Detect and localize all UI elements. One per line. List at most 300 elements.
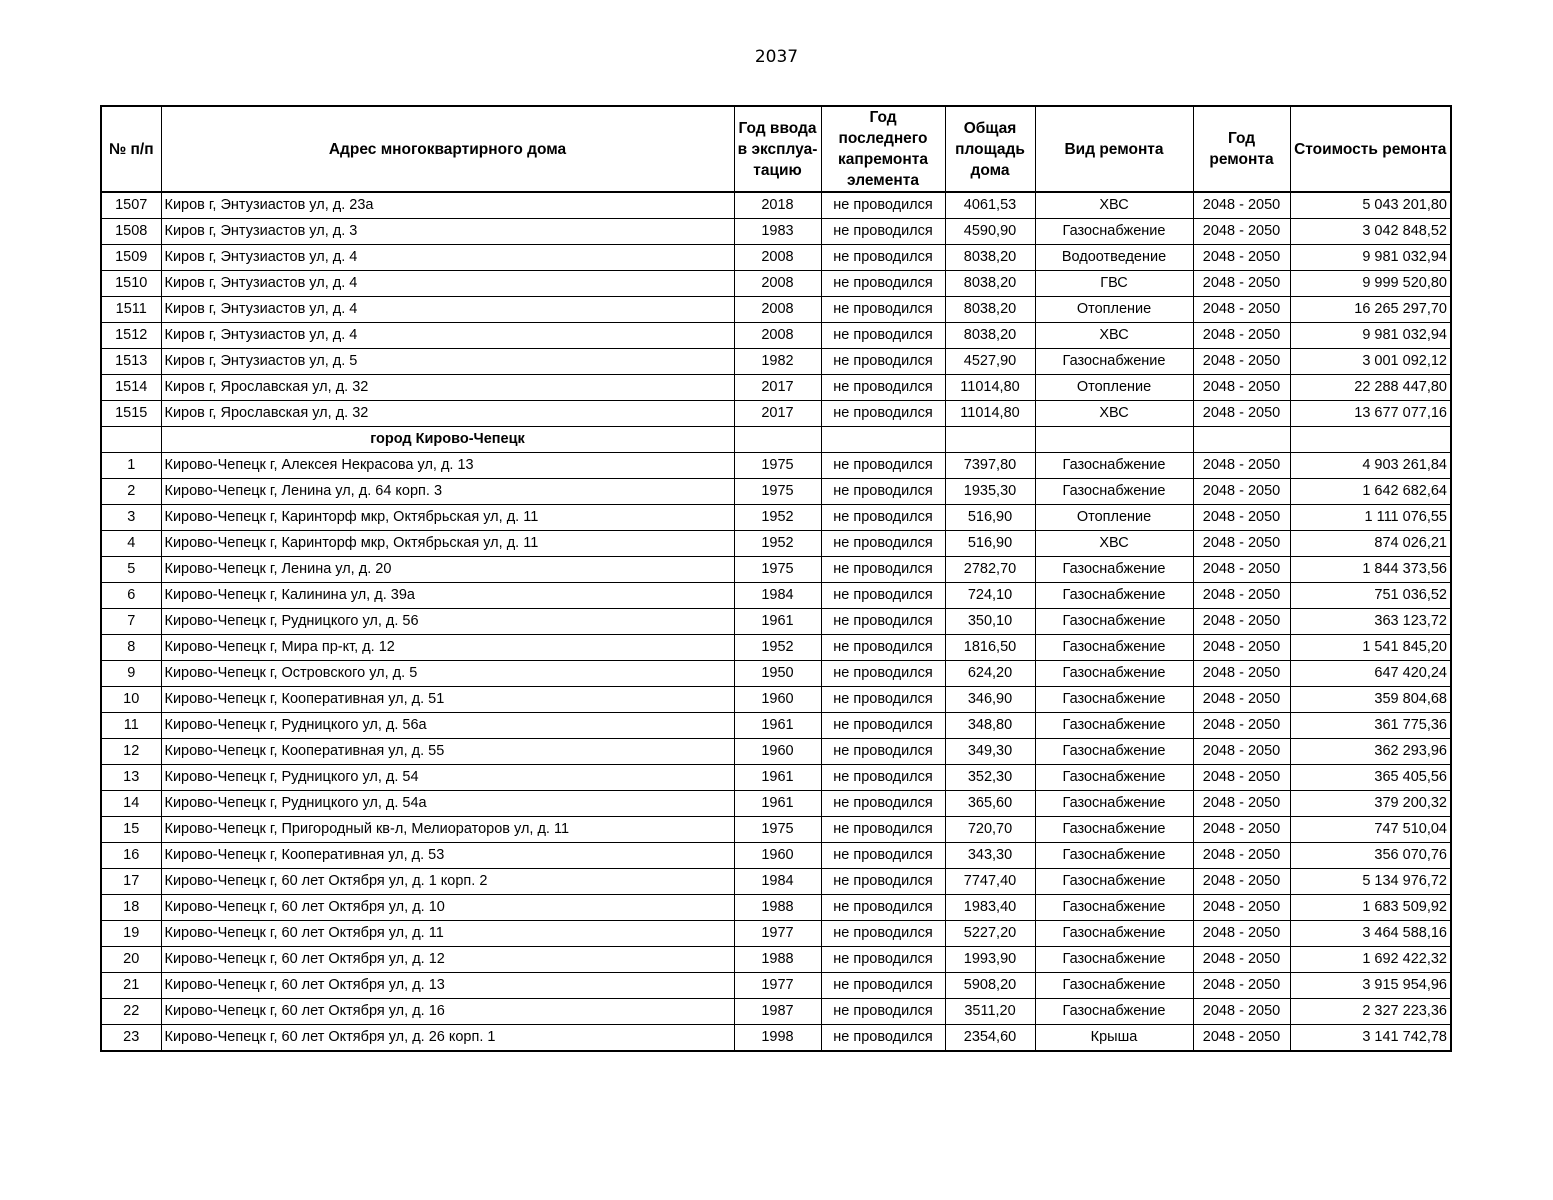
cell-num: 17 xyxy=(101,869,161,895)
cell-num: 21 xyxy=(101,973,161,999)
cell-repair-type: Газоснабжение xyxy=(1035,713,1193,739)
cell-last-repair: не проводился xyxy=(821,557,945,583)
cell-cost: 3 915 954,96 xyxy=(1290,973,1451,999)
cell-address: Киров г, Энтузиастов ул, д. 4 xyxy=(161,271,734,297)
cell-year-built: 1982 xyxy=(734,349,821,375)
cell-year-built: 1988 xyxy=(734,895,821,921)
table-row xyxy=(101,843,1451,869)
cell-year-built: 2017 xyxy=(734,375,821,401)
cell-repair-year: 2048 - 2050 xyxy=(1193,791,1290,817)
cell-area: 2354,60 xyxy=(945,1025,1035,1052)
cell-area: 346,90 xyxy=(945,687,1035,713)
cell-address: Кирово-Чепецк г, 60 лет Октября ул, д. 1 корп. 2 xyxy=(161,869,734,895)
table-row xyxy=(101,557,1451,583)
cell-repair-year: 2048 - 2050 xyxy=(1193,375,1290,401)
cell-repair-year: 2048 - 2050 xyxy=(1193,323,1290,349)
cell-repair-year: 2048 - 2050 xyxy=(1193,999,1290,1025)
cell-repair-type: ХВС xyxy=(1035,192,1193,219)
cell-last-repair: не проводился xyxy=(821,713,945,739)
cell-cost: 3 001 092,12 xyxy=(1290,349,1451,375)
cell-area: 365,60 xyxy=(945,791,1035,817)
cell-last-repair: не проводился xyxy=(821,245,945,271)
cell-year-built: 2017 xyxy=(734,401,821,427)
cell-last-repair: не проводился xyxy=(821,401,945,427)
cell-repair-year: 2048 - 2050 xyxy=(1193,947,1290,973)
cell-area: 8038,20 xyxy=(945,297,1035,323)
cell-address: Кирово-Чепецк г, Пригородный кв-л, Мелиораторов ул, д. 11 xyxy=(161,817,734,843)
cell-year-built: 1975 xyxy=(734,817,821,843)
table-row xyxy=(101,245,1451,271)
table-row xyxy=(101,531,1451,557)
cell-year-built: 1952 xyxy=(734,635,821,661)
cell-last-repair: не проводился xyxy=(821,1025,945,1052)
cell-last-repair: не проводился xyxy=(821,583,945,609)
cell-year-built: 1998 xyxy=(734,1025,821,1052)
cell-area: 5227,20 xyxy=(945,921,1035,947)
cell-cost: 1 683 509,92 xyxy=(1290,895,1451,921)
cell-address: Кирово-Чепецк г, Рудницкого ул, д. 54а xyxy=(161,791,734,817)
cell-year-built: 2008 xyxy=(734,323,821,349)
cell-repair-type: Газоснабжение xyxy=(1035,947,1193,973)
table-row xyxy=(101,921,1451,947)
cell-repair-year: 2048 - 2050 xyxy=(1193,349,1290,375)
table-row xyxy=(101,661,1451,687)
cell-repair-year: 2048 - 2050 xyxy=(1193,713,1290,739)
cell-num: 1514 xyxy=(101,375,161,401)
cell-last-repair: не проводился xyxy=(821,349,945,375)
cell-num: 1509 xyxy=(101,245,161,271)
cell-num: 4 xyxy=(101,531,161,557)
cell-cost: 3 042 848,52 xyxy=(1290,219,1451,245)
cell-num: 2 xyxy=(101,479,161,505)
cell-address: Кирово-Чепецк г, Рудницкого ул, д. 56 xyxy=(161,609,734,635)
cell-cost: 9 981 032,94 xyxy=(1290,245,1451,271)
cell-cost: 4 903 261,84 xyxy=(1290,453,1451,479)
section-row xyxy=(101,427,1451,453)
cell-repair-year: 2048 - 2050 xyxy=(1193,661,1290,687)
table-row xyxy=(101,947,1451,973)
cell-num: 1515 xyxy=(101,401,161,427)
cell-area: 516,90 xyxy=(945,505,1035,531)
cell-last-repair: не проводился xyxy=(821,375,945,401)
cell-repair-type: ГВС xyxy=(1035,271,1193,297)
header-repair-year: Год ремонта xyxy=(1193,106,1290,192)
empty-cell xyxy=(1035,427,1193,453)
cell-last-repair: не проводился xyxy=(821,921,945,947)
cell-repair-type: Газоснабжение xyxy=(1035,921,1193,947)
cell-cost: 2 327 223,36 xyxy=(1290,999,1451,1025)
cell-num: 14 xyxy=(101,791,161,817)
cell-year-built: 1984 xyxy=(734,583,821,609)
cell-repair-year: 2048 - 2050 xyxy=(1193,817,1290,843)
table-row xyxy=(101,349,1451,375)
cell-address: Кирово-Чепецк г, Рудницкого ул, д. 54 xyxy=(161,765,734,791)
table-row xyxy=(101,895,1451,921)
empty-cell xyxy=(945,427,1035,453)
cell-area: 348,80 xyxy=(945,713,1035,739)
cell-repair-year: 2048 - 2050 xyxy=(1193,583,1290,609)
table-row xyxy=(101,973,1451,999)
cell-repair-year: 2048 - 2050 xyxy=(1193,739,1290,765)
empty-cell xyxy=(1290,427,1451,453)
cell-area: 8038,20 xyxy=(945,323,1035,349)
cell-repair-type: Газоснабжение xyxy=(1035,583,1193,609)
cell-repair-year: 2048 - 2050 xyxy=(1193,895,1290,921)
cell-repair-type: Газоснабжение xyxy=(1035,557,1193,583)
cell-repair-year: 2048 - 2050 xyxy=(1193,219,1290,245)
cell-num: 18 xyxy=(101,895,161,921)
cell-last-repair: не проводился xyxy=(821,323,945,349)
cell-cost: 5 043 201,80 xyxy=(1290,192,1451,219)
cell-num: 1508 xyxy=(101,219,161,245)
cell-repair-type: Отопление xyxy=(1035,505,1193,531)
cell-area: 1816,50 xyxy=(945,635,1035,661)
cell-num: 7 xyxy=(101,609,161,635)
repair-schedule-table xyxy=(100,105,1452,1052)
cell-address: Кирово-Чепецк г, Калинина ул, д. 39а xyxy=(161,583,734,609)
cell-last-repair: не проводился xyxy=(821,973,945,999)
cell-repair-type: Газоснабжение xyxy=(1035,635,1193,661)
empty-cell xyxy=(734,427,821,453)
cell-repair-type: ХВС xyxy=(1035,401,1193,427)
cell-area: 4061,53 xyxy=(945,192,1035,219)
cell-cost: 1 541 845,20 xyxy=(1290,635,1451,661)
table-row xyxy=(101,323,1451,349)
cell-area: 720,70 xyxy=(945,817,1035,843)
cell-year-built: 1952 xyxy=(734,531,821,557)
cell-area: 7747,40 xyxy=(945,869,1035,895)
cell-repair-type: ХВС xyxy=(1035,531,1193,557)
cell-num: 1512 xyxy=(101,323,161,349)
cell-year-built: 1961 xyxy=(734,791,821,817)
cell-cost: 874 026,21 xyxy=(1290,531,1451,557)
cell-repair-type: Газоснабжение xyxy=(1035,817,1193,843)
table-row xyxy=(101,687,1451,713)
cell-cost: 1 111 076,55 xyxy=(1290,505,1451,531)
cell-area: 8038,20 xyxy=(945,271,1035,297)
cell-area: 11014,80 xyxy=(945,401,1035,427)
header-repair-type: Вид ремонта xyxy=(1035,106,1193,192)
cell-repair-type: Газоснабжение xyxy=(1035,843,1193,869)
cell-cost: 3 141 742,78 xyxy=(1290,1025,1451,1052)
cell-year-built: 1960 xyxy=(734,843,821,869)
cell-last-repair: не проводился xyxy=(821,947,945,973)
cell-year-built: 1975 xyxy=(734,453,821,479)
cell-repair-type: Отопление xyxy=(1035,375,1193,401)
table-row xyxy=(101,739,1451,765)
table-row xyxy=(101,609,1451,635)
cell-cost: 379 200,32 xyxy=(1290,791,1451,817)
header-last-repair: Год последнего капремонта элемента xyxy=(821,106,945,192)
cell-repair-type: Газоснабжение xyxy=(1035,973,1193,999)
cell-repair-year: 2048 - 2050 xyxy=(1193,479,1290,505)
cell-address: Кирово-Чепецк г, 60 лет Октября ул, д. 10 xyxy=(161,895,734,921)
cell-last-repair: не проводился xyxy=(821,661,945,687)
cell-year-built: 2008 xyxy=(734,297,821,323)
cell-address: Кирово-Чепецк г, 60 лет Октября ул, д. 16 xyxy=(161,999,734,1025)
cell-last-repair: не проводился xyxy=(821,999,945,1025)
cell-num: 1511 xyxy=(101,297,161,323)
table-row xyxy=(101,192,1451,219)
cell-num: 16 xyxy=(101,843,161,869)
table-row xyxy=(101,635,1451,661)
cell-num: 1513 xyxy=(101,349,161,375)
cell-last-repair: не проводился xyxy=(821,271,945,297)
table-row xyxy=(101,1025,1451,1052)
cell-address: Кирово-Чепецк г, Ленина ул, д. 20 xyxy=(161,557,734,583)
cell-area: 352,30 xyxy=(945,765,1035,791)
table-row xyxy=(101,271,1451,297)
cell-address: Кирово-Чепецк г, 60 лет Октября ул, д. 26 корп. 1 xyxy=(161,1025,734,1052)
table-row xyxy=(101,401,1451,427)
table-row xyxy=(101,791,1451,817)
cell-cost: 5 134 976,72 xyxy=(1290,869,1451,895)
cell-last-repair: не проводился xyxy=(821,192,945,219)
table-row xyxy=(101,505,1451,531)
cell-area: 1935,30 xyxy=(945,479,1035,505)
cell-num: 22 xyxy=(101,999,161,1025)
cell-last-repair: не проводился xyxy=(821,791,945,817)
empty-cell xyxy=(821,427,945,453)
cell-address: Кирово-Чепецк г, Кооперативная ул, д. 53 xyxy=(161,843,734,869)
header-num: № п/п xyxy=(101,106,161,192)
cell-num: 12 xyxy=(101,739,161,765)
cell-num: 19 xyxy=(101,921,161,947)
cell-address: Киров г, Энтузиастов ул, д. 4 xyxy=(161,245,734,271)
cell-area: 2782,70 xyxy=(945,557,1035,583)
cell-year-built: 1961 xyxy=(734,609,821,635)
section-title: город Кирово-Чепецк xyxy=(161,427,734,453)
cell-cost: 361 775,36 xyxy=(1290,713,1451,739)
cell-area: 8038,20 xyxy=(945,245,1035,271)
cell-repair-type: Газоснабжение xyxy=(1035,687,1193,713)
header-cost: Стоимость ремонта xyxy=(1290,106,1451,192)
cell-cost: 13 677 077,16 xyxy=(1290,401,1451,427)
cell-cost: 747 510,04 xyxy=(1290,817,1451,843)
cell-repair-year: 2048 - 2050 xyxy=(1193,401,1290,427)
cell-address: Киров г, Ярославская ул, д. 32 xyxy=(161,375,734,401)
cell-cost: 9 981 032,94 xyxy=(1290,323,1451,349)
empty-cell xyxy=(1193,427,1290,453)
cell-cost: 647 420,24 xyxy=(1290,661,1451,687)
cell-area: 5908,20 xyxy=(945,973,1035,999)
cell-repair-year: 2048 - 2050 xyxy=(1193,921,1290,947)
cell-repair-year: 2048 - 2050 xyxy=(1193,635,1290,661)
cell-year-built: 1960 xyxy=(734,687,821,713)
cell-area: 343,30 xyxy=(945,843,1035,869)
cell-num: 6 xyxy=(101,583,161,609)
cell-repair-year: 2048 - 2050 xyxy=(1193,453,1290,479)
cell-repair-type: Водоотведение xyxy=(1035,245,1193,271)
cell-address: Кирово-Чепецк г, Алексея Некрасова ул, д. 13 xyxy=(161,453,734,479)
cell-cost: 16 265 297,70 xyxy=(1290,297,1451,323)
cell-num: 9 xyxy=(101,661,161,687)
cell-cost: 9 999 520,80 xyxy=(1290,271,1451,297)
table-row xyxy=(101,375,1451,401)
cell-repair-type: Газоснабжение xyxy=(1035,661,1193,687)
cell-year-built: 1977 xyxy=(734,921,821,947)
cell-last-repair: не проводился xyxy=(821,869,945,895)
cell-address: Кирово-Чепецк г, Ленина ул, д. 64 корп. 3 xyxy=(161,479,734,505)
table-row xyxy=(101,583,1451,609)
cell-cost: 1 844 373,56 xyxy=(1290,557,1451,583)
cell-year-built: 1960 xyxy=(734,739,821,765)
cell-year-built: 1961 xyxy=(734,713,821,739)
cell-area: 624,20 xyxy=(945,661,1035,687)
cell-num: 1 xyxy=(101,453,161,479)
cell-year-built: 1952 xyxy=(734,505,821,531)
cell-num: 8 xyxy=(101,635,161,661)
empty-cell xyxy=(101,427,161,453)
cell-address: Киров г, Энтузиастов ул, д. 3 xyxy=(161,219,734,245)
cell-address: Кирово-Чепецк г, Рудницкого ул, д. 56а xyxy=(161,713,734,739)
cell-cost: 1 692 422,32 xyxy=(1290,947,1451,973)
cell-address: Кирово-Чепецк г, Островского ул, д. 5 xyxy=(161,661,734,687)
cell-address: Кирово-Чепецк г, Кооперативная ул, д. 55 xyxy=(161,739,734,765)
cell-repair-year: 2048 - 2050 xyxy=(1193,245,1290,271)
cell-address: Киров г, Энтузиастов ул, д. 4 xyxy=(161,297,734,323)
cell-address: Кирово-Чепецк г, 60 лет Октября ул, д. 12 xyxy=(161,947,734,973)
cell-area: 350,10 xyxy=(945,609,1035,635)
cell-repair-year: 2048 - 2050 xyxy=(1193,687,1290,713)
cell-last-repair: не проводился xyxy=(821,609,945,635)
table-row xyxy=(101,765,1451,791)
cell-last-repair: не проводился xyxy=(821,531,945,557)
cell-repair-year: 2048 - 2050 xyxy=(1193,271,1290,297)
cell-address: Кирово-Чепецк г, Кооперативная ул, д. 51 xyxy=(161,687,734,713)
cell-num: 1507 xyxy=(101,192,161,219)
cell-area: 724,10 xyxy=(945,583,1035,609)
cell-repair-type: Газоснабжение xyxy=(1035,349,1193,375)
cell-area: 4590,90 xyxy=(945,219,1035,245)
cell-area: 516,90 xyxy=(945,531,1035,557)
cell-num: 23 xyxy=(101,1025,161,1052)
cell-repair-type: Газоснабжение xyxy=(1035,609,1193,635)
cell-last-repair: не проводился xyxy=(821,297,945,323)
table-header xyxy=(101,106,1451,192)
header-year-built: Год ввода в эксплуа-тацию xyxy=(734,106,821,192)
cell-year-built: 1987 xyxy=(734,999,821,1025)
cell-repair-type: Газоснабжение xyxy=(1035,869,1193,895)
cell-area: 11014,80 xyxy=(945,375,1035,401)
cell-cost: 1 642 682,64 xyxy=(1290,479,1451,505)
cell-repair-year: 2048 - 2050 xyxy=(1193,557,1290,583)
cell-repair-type: Газоснабжение xyxy=(1035,219,1193,245)
cell-last-repair: не проводился xyxy=(821,765,945,791)
cell-repair-type: Газоснабжение xyxy=(1035,479,1193,505)
header-area: Общая площадь дома xyxy=(945,106,1035,192)
cell-cost: 365 405,56 xyxy=(1290,765,1451,791)
cell-address: Кирово-Чепецк г, Мира пр-кт, д. 12 xyxy=(161,635,734,661)
cell-cost: 356 070,76 xyxy=(1290,843,1451,869)
cell-repair-year: 2048 - 2050 xyxy=(1193,765,1290,791)
cell-area: 3511,20 xyxy=(945,999,1035,1025)
cell-address: Кирово-Чепецк г, 60 лет Октября ул, д. 11 xyxy=(161,921,734,947)
cell-address: Киров г, Ярославская ул, д. 32 xyxy=(161,401,734,427)
cell-repair-year: 2048 - 2050 xyxy=(1193,843,1290,869)
cell-cost: 363 123,72 xyxy=(1290,609,1451,635)
cell-repair-type: Газоснабжение xyxy=(1035,739,1193,765)
cell-address: Кирово-Чепецк г, Каринторф мкр, Октябрьская ул, д. 11 xyxy=(161,505,734,531)
cell-repair-type: Газоснабжение xyxy=(1035,791,1193,817)
cell-address: Кирово-Чепецк г, Каринторф мкр, Октябрьская ул, д. 11 xyxy=(161,531,734,557)
cell-repair-type: ХВС xyxy=(1035,323,1193,349)
cell-address: Киров г, Энтузиастов ул, д. 5 xyxy=(161,349,734,375)
cell-last-repair: не проводился xyxy=(821,635,945,661)
cell-year-built: 1983 xyxy=(734,219,821,245)
cell-year-built: 2008 xyxy=(734,245,821,271)
cell-cost: 751 036,52 xyxy=(1290,583,1451,609)
cell-last-repair: не проводился xyxy=(821,219,945,245)
cell-num: 15 xyxy=(101,817,161,843)
table-row xyxy=(101,479,1451,505)
cell-repair-year: 2048 - 2050 xyxy=(1193,609,1290,635)
header-address: Адрес многоквартирного дома xyxy=(161,106,734,192)
cell-address: Кирово-Чепецк г, 60 лет Октября ул, д. 13 xyxy=(161,973,734,999)
page-number: 2037 xyxy=(754,47,799,67)
cell-area: 1993,90 xyxy=(945,947,1035,973)
cell-year-built: 1950 xyxy=(734,661,821,687)
cell-address: Киров г, Энтузиастов ул, д. 23а xyxy=(161,192,734,219)
cell-area: 4527,90 xyxy=(945,349,1035,375)
cell-last-repair: не проводился xyxy=(821,817,945,843)
cell-year-built: 1977 xyxy=(734,973,821,999)
cell-num: 5 xyxy=(101,557,161,583)
cell-repair-year: 2048 - 2050 xyxy=(1193,505,1290,531)
cell-repair-year: 2048 - 2050 xyxy=(1193,531,1290,557)
cell-last-repair: не проводился xyxy=(821,739,945,765)
cell-last-repair: не проводился xyxy=(821,479,945,505)
cell-repair-year: 2048 - 2050 xyxy=(1193,192,1290,219)
cell-num: 20 xyxy=(101,947,161,973)
cell-year-built: 1961 xyxy=(734,765,821,791)
table-body xyxy=(101,192,1451,1051)
cell-cost: 22 288 447,80 xyxy=(1290,375,1451,401)
cell-cost: 3 464 588,16 xyxy=(1290,921,1451,947)
cell-num: 1510 xyxy=(101,271,161,297)
cell-cost: 359 804,68 xyxy=(1290,687,1451,713)
cell-year-built: 1975 xyxy=(734,479,821,505)
cell-area: 7397,80 xyxy=(945,453,1035,479)
cell-last-repair: не проводился xyxy=(821,843,945,869)
cell-repair-type: Газоснабжение xyxy=(1035,453,1193,479)
cell-repair-year: 2048 - 2050 xyxy=(1193,973,1290,999)
cell-repair-type: Крыша xyxy=(1035,1025,1193,1052)
table-row xyxy=(101,713,1451,739)
cell-repair-type: Газоснабжение xyxy=(1035,999,1193,1025)
cell-year-built: 1975 xyxy=(734,557,821,583)
cell-last-repair: не проводился xyxy=(821,687,945,713)
cell-num: 3 xyxy=(101,505,161,531)
cell-repair-year: 2048 - 2050 xyxy=(1193,297,1290,323)
cell-num: 11 xyxy=(101,713,161,739)
cell-last-repair: не проводился xyxy=(821,895,945,921)
cell-last-repair: не проводился xyxy=(821,453,945,479)
table-row xyxy=(101,453,1451,479)
cell-repair-type: Газоснабжение xyxy=(1035,895,1193,921)
cell-cost: 362 293,96 xyxy=(1290,739,1451,765)
table-row xyxy=(101,297,1451,323)
cell-repair-type: Отопление xyxy=(1035,297,1193,323)
cell-num: 10 xyxy=(101,687,161,713)
table-row xyxy=(101,999,1451,1025)
cell-year-built: 1984 xyxy=(734,869,821,895)
cell-last-repair: не проводился xyxy=(821,505,945,531)
cell-year-built: 2008 xyxy=(734,271,821,297)
table-row xyxy=(101,219,1451,245)
cell-repair-year: 2048 - 2050 xyxy=(1193,1025,1290,1052)
table-row xyxy=(101,869,1451,895)
